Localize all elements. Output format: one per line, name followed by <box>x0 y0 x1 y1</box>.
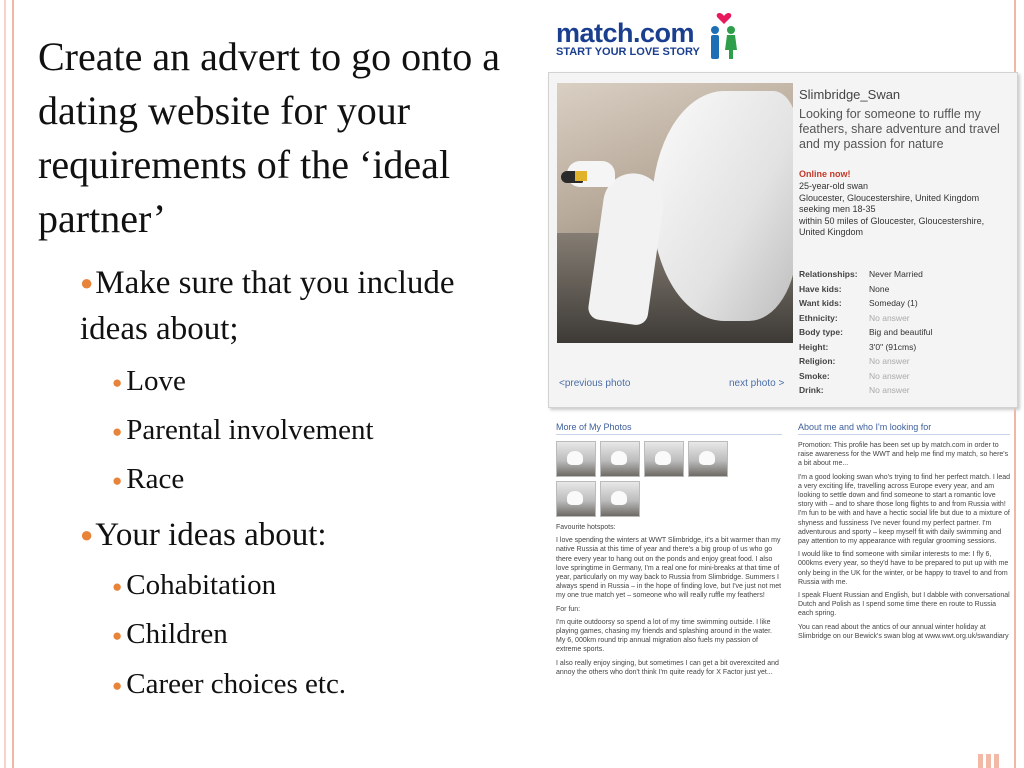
subbullet-text: Parental involvement <box>126 414 374 446</box>
about-paragraph: I would like to find someone with similar interests to me: I fly 6, 000kms every year, so they'd have to be prepared to put up with me only being in the UK for the winter, or be happy to travel to and from Russia with me. <box>798 551 1009 586</box>
fact-value: Never Married <box>869 269 923 279</box>
bullet-1 <box>80 260 500 352</box>
hotspots-heading: Favourite hotspots: <box>556 524 616 531</box>
profile-screenshot <box>548 0 1020 768</box>
ring-bullet-icon: ● <box>112 471 123 490</box>
about-paragraph: I'm a good looking swan who's trying to find her perfect match. I lead a very exciting life, travelling across Europe every year, and am looking to settle down and find someone to start a romantic love story with – and to share those long flights to and from Russia with! I'm fun to be with and have a hectic social life but due to a mixture of shyness and fussiness I've never found my perfect partner. I'm adventurous and sporty – keep myself fit with daily swimming and pay attention to my appearance with regular grooming sessions. <box>798 473 1011 546</box>
subbullet-text: Cohabitation <box>126 569 277 601</box>
profile-card <box>548 72 1018 408</box>
profile-facts <box>799 267 1009 398</box>
swan-photo <box>557 83 793 343</box>
bullet-2 <box>80 512 327 558</box>
previous-photo-link[interactable]: <previous photo <box>559 378 631 389</box>
fact-row <box>799 311 1009 326</box>
photo-thumbnail[interactable] <box>556 481 596 517</box>
fact-value: Someday (1) <box>869 298 918 308</box>
fact-value: No answer <box>869 312 910 323</box>
about-paragraph: I speak Fluent Russian and English, but I dabble with conversational Dutch and Polish as I spend some time there en route to Russia each spring. <box>798 592 1010 618</box>
profile-lower-section <box>548 414 1020 744</box>
profile-tagline: Looking for someone to ruffle my feathers, share adventure and travel and my passion for nature <box>799 107 1000 151</box>
bullet-dot-icon: ● <box>80 522 94 547</box>
bullet-dot-icon: ● <box>80 270 94 295</box>
fact-row <box>799 296 1009 311</box>
online-status: Online now! <box>799 169 851 179</box>
fact-row <box>799 340 1009 355</box>
fact-row <box>799 369 1009 384</box>
ring-bullet-icon: ● <box>112 422 123 441</box>
subbullet-text: Love <box>126 365 186 397</box>
fact-label: Height: <box>799 341 829 352</box>
photo-thumbnail[interactable] <box>556 441 596 477</box>
fact-value: No answer <box>869 385 910 395</box>
brand-tagline: START YOUR LOVE STORY <box>556 46 700 58</box>
next-photo-link[interactable]: next photo > <box>729 378 785 389</box>
fact-row <box>799 325 1009 340</box>
about-heading: About me and who I'm looking for <box>798 422 1010 435</box>
about-paragraph: You can read about the antics of our annual winter holiday at Slimbridge on our Bewick's swan blog at www.wwt.org.uk/swandiary <box>798 623 1009 640</box>
photo-thumbnail[interactable] <box>644 441 684 477</box>
photo-thumbnail[interactable] <box>600 441 640 477</box>
fact-label: Religion: <box>799 356 836 366</box>
subbullet-cohabitation <box>112 567 276 605</box>
fact-label: Want kids: <box>799 298 842 308</box>
fact-value: None <box>869 283 890 294</box>
hotspots-text: I love spending the winters at WWT Slimbridge, it's a bit warmer than my native Russia at this time of year and there's a big group of us who go there every year to hang out on the ponds and enjoy great food. I also love springtime in Germany, I'm a real one for mini-breaks at that time of year, particularly on my way back to Russia from Slimbridge. Summers I always spend in Russia – in the hope of finding love, but I've just not met my one true match yet – someone who will really ruffle my feathers! <box>556 537 782 600</box>
fact-row <box>799 267 1009 282</box>
fact-value: Big and beautiful <box>869 327 933 337</box>
detail-line: Gloucester, Gloucestershire, United Kingdom <box>799 192 980 203</box>
slide-title: Create an advert to go onto a dating website for your requirements of the ‘ideal partner’ <box>38 34 501 241</box>
fact-label: Have kids: <box>799 283 842 294</box>
about-paragraph: Promotion: This profile has been set up by match.com in order to raise awareness for the WWT and help me find my match, so here's a bit about me... <box>798 442 1009 468</box>
ring-bullet-icon: ● <box>112 626 123 645</box>
fact-row <box>799 383 1009 398</box>
ring-bullet-icon: ● <box>112 577 123 596</box>
subbullet-children <box>112 616 228 654</box>
detail-line: seeking men 18-35 <box>799 204 876 214</box>
fact-label: Smoke: <box>799 370 830 381</box>
subbullet-love <box>112 363 186 401</box>
couple-figure-icon <box>706 10 742 65</box>
photo-thumbnails <box>556 441 736 517</box>
subbullet-text: Children <box>126 618 228 650</box>
bullet-1-text: Make sure that you include ideas about; <box>80 265 455 347</box>
bullet-2-text: Your ideas about: <box>95 517 327 553</box>
fact-label: Body type: <box>799 327 843 337</box>
singing-text: I also really enjoy singing, but sometimes I can get a bit overexcited and annoy the others who don't think I'm quite ready for X Factor just yet... <box>556 659 779 676</box>
fact-label: Drink: <box>799 385 824 395</box>
right-column <box>798 422 1010 645</box>
subbullet-career <box>112 666 346 704</box>
brand-name: match.com <box>556 18 695 48</box>
brand-logo <box>556 18 700 58</box>
ring-bullet-icon: ● <box>112 676 123 695</box>
fact-value: 3'0" (91cms) <box>869 341 917 352</box>
ring-bullet-icon: ● <box>112 373 123 392</box>
subbullet-race <box>112 461 184 499</box>
slide-text <box>38 30 538 246</box>
fact-row <box>799 282 1009 297</box>
fact-label: Ethnicity: <box>799 312 838 323</box>
fun-heading: For fun: <box>556 605 581 613</box>
profile-details <box>799 181 1009 239</box>
subbullet-text: Career choices etc. <box>126 668 347 700</box>
photo-thumbnail[interactable] <box>600 481 640 517</box>
fact-label: Relationships: <box>799 269 858 279</box>
fact-value: No answer <box>869 356 910 366</box>
detail-line: 25-year-old swan <box>799 181 869 191</box>
left-column <box>556 422 782 681</box>
fun-text: I'm quite outdoorsy so spend a lot of my time swimming outside. I like playing games, chasing my friends and splashing around in the water. My 6, 000km round trip annual migration also fuels my passion of extreme sports. <box>556 618 772 654</box>
detail-line: within 50 miles of Gloucester, Gloucestershire, United Kingdom <box>799 215 985 237</box>
subbullet-text: Race <box>126 463 185 495</box>
fact-value: No answer <box>869 370 910 381</box>
fact-row <box>799 354 1009 369</box>
slide-left-border <box>0 0 14 768</box>
more-photos-heading: More of My Photos <box>556 422 782 435</box>
subbullet-parental <box>112 412 374 450</box>
photo-thumbnail[interactable] <box>688 441 728 477</box>
profile-username: Slimbridge_Swan <box>799 87 901 102</box>
